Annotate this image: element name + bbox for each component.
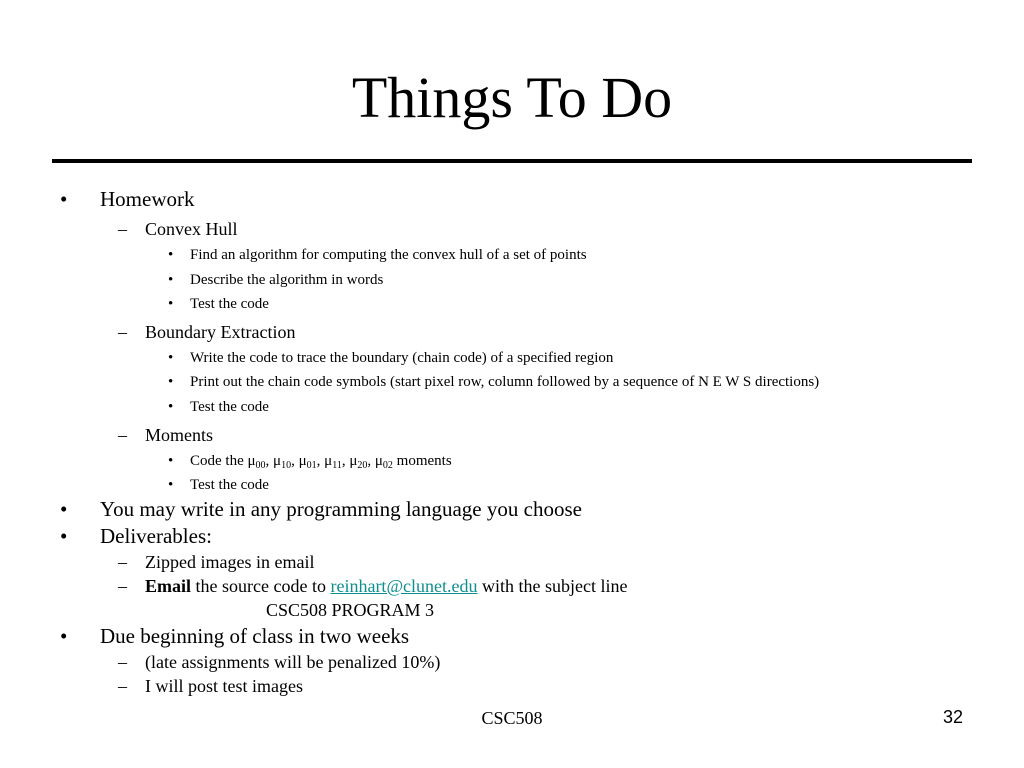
separator: , <box>291 453 299 469</box>
dash-bullet: – <box>118 576 127 596</box>
mu-symbol: μ <box>374 453 383 469</box>
dash-bullet: – <box>118 652 127 672</box>
due-label: Due beginning of class in two weeks <box>100 624 410 648</box>
moments-test: Test the code <box>190 477 269 493</box>
slide-title: Things To Do <box>351 65 673 130</box>
dash-bullet: – <box>118 552 127 572</box>
dash-bullet: – <box>118 425 127 445</box>
email-pre: the source code to <box>191 576 331 596</box>
bullet: • <box>60 524 68 548</box>
moments-label: Moments <box>145 425 214 445</box>
moment-subscript: 01 <box>306 460 317 471</box>
mu-symbol: μ <box>298 453 307 469</box>
code-suffix: moments <box>392 453 452 469</box>
zipped-images: Zipped images in email <box>145 552 315 572</box>
bullet: • <box>168 296 174 312</box>
separator: , <box>316 453 325 469</box>
slide-number: 32 <box>942 707 963 727</box>
language-note: You may write in any programming language you choose <box>100 497 582 521</box>
moments-code-line <box>190 452 452 470</box>
bullet: • <box>168 399 174 415</box>
email-bold: Email <box>145 576 192 596</box>
dash-bullet: – <box>118 219 127 239</box>
separator: , <box>367 453 375 469</box>
email-link[interactable]: reinhart@clunet.edu <box>330 576 478 596</box>
boundary-item: Test the code <box>190 399 269 415</box>
bullet: • <box>60 624 68 648</box>
bullet: • <box>168 477 174 493</box>
moment-subscript: 11 <box>332 460 342 471</box>
convex-hull-label: Convex Hull <box>145 219 238 239</box>
moment-subscript: 02 <box>382 460 393 471</box>
dash-bullet: – <box>118 676 127 696</box>
boundary-extraction-label: Boundary Extraction <box>145 322 296 342</box>
subject-text: CSC508 PROGRAM 3 <box>266 600 435 620</box>
mu-symbol: μ <box>247 453 256 469</box>
separator: , <box>341 453 350 469</box>
title-divider <box>52 159 972 163</box>
homework-label: Homework <box>100 187 195 211</box>
moment-subscript: 00 <box>255 460 266 471</box>
bullet: • <box>60 187 68 211</box>
bullet: • <box>168 247 174 263</box>
moment-subscript: 20 <box>357 460 368 471</box>
dash-bullet: – <box>118 322 127 342</box>
convex-hull-item: Describe the algorithm in words <box>190 272 384 288</box>
convex-hull-item: Test the code <box>190 296 269 312</box>
footer-course: CSC508 <box>481 708 543 728</box>
bullet: • <box>60 497 68 521</box>
mu-symbol: μ <box>324 453 333 469</box>
bullet: • <box>168 272 174 288</box>
late-note: (late assignments will be penalized 10%) <box>145 652 441 672</box>
moment-subscript: 10 <box>281 460 292 471</box>
bullet: • <box>168 350 174 366</box>
mu-symbol: μ <box>349 453 358 469</box>
bullet: • <box>168 453 174 469</box>
boundary-item: Print out the chain code symbols (start pixel row, column followed by a sequence of N E W S directions) <box>190 374 820 390</box>
email-post: with the subject line <box>477 576 628 596</box>
test-images-note: I will post test images <box>145 676 303 696</box>
mu-symbol: μ <box>273 453 282 469</box>
code-prefix: Code the <box>190 453 244 469</box>
separator: , <box>265 453 274 469</box>
convex-hull-item: Find an algorithm for computing the convex hull of a set of points <box>190 247 587 263</box>
deliverables-label: Deliverables: <box>100 524 212 548</box>
boundary-item: Write the code to trace the boundary (chain code) of a specified region <box>190 350 614 366</box>
email-line <box>145 575 627 597</box>
bullet: • <box>168 374 174 390</box>
